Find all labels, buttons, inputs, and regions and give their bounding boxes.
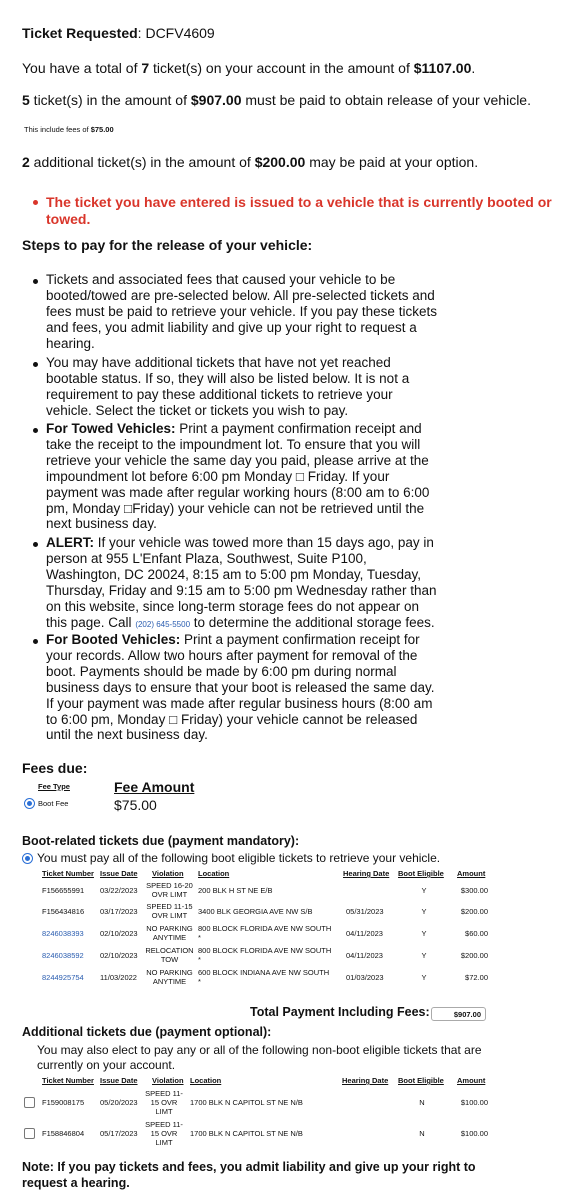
fees-note-text: This include fees of — [24, 125, 91, 134]
step-preselected — [46, 272, 556, 352]
summary-text: . — [471, 60, 476, 76]
boot-eligible: Y — [421, 951, 427, 960]
violation-line: SPEED 11- — [145, 1089, 183, 1098]
additional-intro-line: currently on your account. — [37, 1058, 176, 1072]
step-bullet — [33, 362, 38, 367]
ticket-number: F156434816 — [42, 907, 85, 916]
violation-line: RELOCATION — [145, 946, 194, 955]
steps-title: Steps to pay for the release of your vehicle: — [22, 237, 313, 253]
step-line: hearing. — [46, 335, 95, 351]
step-line: Thursday, Friday and 9:15 am to 5:00 pm Wednesday rather than — [46, 582, 437, 598]
violation — [142, 881, 197, 899]
location-line: * — [198, 977, 201, 986]
step-line: boot. Payments should be made by 6:00 pm during normal — [46, 663, 397, 679]
fees-title: Fees due: — [22, 760, 88, 776]
location: 3400 BLK GEORGIA AVE NW S/B — [198, 907, 313, 916]
boot-col-ticket: Ticket Number — [42, 869, 94, 878]
summary-count: 5 — [22, 92, 30, 108]
opt-col-hearing: Hearing Date — [342, 1076, 389, 1085]
amount: $72.00 — [465, 973, 488, 982]
violation-line: LIMT — [155, 1138, 173, 1147]
step-additional — [46, 355, 556, 419]
step-line: retrieve your vehicle the same day you paid, please arrive at the — [46, 452, 429, 468]
violation-line: 15 OVR — [150, 1098, 178, 1107]
footer-note — [22, 1159, 476, 1191]
boot-tickets-radio[interactable] — [22, 853, 33, 864]
location-line: 800 BLOCK FLORIDA AVE NW SOUTH — [198, 946, 332, 955]
ticket-requested-label: Ticket Requested — [22, 25, 138, 41]
violation-line: 15 OVR — [150, 1129, 178, 1138]
step-bold: ALERT: — [46, 535, 94, 550]
summary-mandatory — [22, 92, 531, 109]
ticket-number: F156655991 — [42, 886, 85, 895]
optional-ticket-checkbox[interactable] — [24, 1097, 35, 1108]
summary-amount: $907.00 — [190, 92, 242, 108]
ticket-requested: Ticket Requested: DCFV4609 — [22, 25, 215, 41]
step-line: business days to ensure that your boot is released the same day. — [46, 679, 435, 695]
amount: $200.00 — [460, 951, 488, 960]
boot-col-violation: Violation — [152, 869, 184, 878]
step-line: to 6:00 pm, Monday □ Friday) your vehicle cannot be released — [46, 711, 418, 727]
step-line: Tickets and associated fees that caused your vehicle to be — [46, 272, 396, 287]
step-line: Print a payment confirmation receipt and — [175, 421, 422, 436]
violation-line: ANYTIME — [152, 933, 187, 942]
step-line: payment was made after regular working hours (8:00 am to 6:00 — [46, 484, 430, 500]
violation — [144, 1089, 184, 1116]
opt-col-date: Issue Date — [100, 1076, 138, 1085]
step-line: to determine the additional storage fees. — [190, 614, 435, 630]
boot-fee-type: Boot Fee — [38, 799, 69, 808]
boot-eligible: Y — [421, 907, 427, 916]
violation-line: OVR LIMT — [151, 890, 188, 899]
boot-eligible: Y — [421, 973, 427, 982]
boot-fee-amount: $75.00 — [114, 797, 157, 813]
amount: $60.00 — [465, 929, 488, 938]
violation — [142, 924, 197, 942]
step-line: fees must be paid to retrieve your vehicle. If you pay these tickets — [46, 303, 437, 319]
violation-line: NO PARKING — [146, 924, 193, 933]
step-line: vehicle. Select the ticket or tickets you wish to pay. — [46, 402, 349, 418]
boot-eligible: N — [419, 1098, 425, 1107]
fees-col-type: Fee Type — [38, 782, 70, 791]
violation — [144, 1120, 184, 1147]
footer-note-line: request a hearing. — [22, 1176, 130, 1190]
location-line: 600 BLOCK INDIANA AVE NW SOUTH — [198, 968, 330, 977]
hearing-date: 04/11/2023 — [346, 929, 383, 938]
opt-col-amount: Amount — [457, 1076, 486, 1085]
summary-count: 7 — [141, 60, 150, 76]
step-line: If your vehicle was towed more than 15 days ago, pay in — [94, 535, 434, 550]
hearing-date: 05/31/2023 — [346, 907, 384, 916]
alert-line-1: The ticket you have entered is issued to a vehicle that is currently booted or — [46, 194, 552, 210]
violation-line: ANYTIME — [152, 977, 187, 986]
summary-text: ticket(s) on your account in the amount of — [149, 60, 414, 76]
opt-col-violation: Violation — [152, 1076, 184, 1085]
opt-col-location: Location — [190, 1076, 222, 1085]
step-line: your records. Allow two hours after payment for removal of the — [46, 647, 418, 663]
location: 200 BLK H ST NE E/B — [198, 886, 273, 895]
step-bullet — [33, 639, 38, 644]
hearing-date: 01/03/2023 — [346, 973, 384, 982]
additional-intro — [37, 1043, 482, 1073]
issue-date: 05/17/2023 — [100, 1129, 138, 1138]
ticket-number: F159008175 — [42, 1098, 85, 1107]
step-line: Print a payment confirmation receipt for — [180, 632, 420, 647]
total-label: Total Payment Including Fees: — [250, 1005, 430, 1019]
fees-note-amount: $75.00 — [90, 125, 114, 134]
issue-date: 05/20/2023 — [100, 1098, 138, 1107]
location: 1700 BLK N CAPITOL ST NE N/B — [190, 1098, 303, 1107]
opt-col-eligible: Boot Eligible — [398, 1076, 444, 1085]
step-line: You may have additional tickets that have not yet reached — [46, 355, 391, 370]
step-line: Washington, DC 20024, 8:15 am to 5:00 pm Monday, Tuesday, — [46, 566, 421, 582]
summary-amount: $1107.00 — [413, 60, 472, 76]
step-line: person at 955 L'Enfant Plaza, Southwest, Suite P100, — [46, 550, 367, 566]
location — [198, 924, 331, 942]
boot-fee-radio[interactable] — [24, 798, 35, 809]
location — [198, 946, 331, 964]
boot-tickets-radio-label: You must pay all of the following boot eligible tickets to retrieve your vehicle. — [37, 851, 441, 865]
issue-date: 03/17/2023 — [100, 907, 138, 916]
summary-optional — [22, 154, 478, 171]
step-line: take the receipt to the impoundment lot. To ensure that you will — [46, 436, 421, 452]
footer-note-line: Note: If you pay tickets and fees, you admit liability and give up your right to — [22, 1160, 476, 1174]
step-line: next business day. — [46, 516, 157, 532]
violation-line: TOW — [160, 955, 179, 964]
phone-link[interactable]: (202) 645-5500 — [135, 619, 191, 629]
hearing-date: 04/11/2023 — [346, 951, 383, 960]
additional-title: Additional tickets due (payment optional): — [22, 1025, 272, 1039]
summary-text: additional ticket(s) in the amount of — [29, 154, 255, 170]
violation-line: NO PARKING — [146, 968, 193, 977]
location-line: 800 BLOCK FLORIDA AVE NW SOUTH — [198, 924, 332, 933]
step-booted — [46, 632, 556, 743]
location-line: * — [198, 955, 201, 964]
summary-amount: $200.00 — [254, 154, 306, 170]
boot-col-amount: Amount — [457, 869, 486, 878]
step-line: requirement to pay these additional tickets to retrieve your — [46, 386, 393, 402]
boot-col-location: Location — [198, 869, 230, 878]
step-line: and fees, you admit liability and give up your right to request a — [46, 319, 417, 335]
issue-date: 02/10/2023 — [100, 951, 138, 960]
summary-text: ticket(s) in the amount of — [29, 92, 191, 108]
summary-text: may be paid at your option. — [305, 154, 479, 170]
step-bullet — [33, 428, 38, 433]
ticket-number-link[interactable]: 8244925754 — [42, 973, 84, 982]
issue-date: 02/10/2023 — [100, 929, 138, 938]
violation — [142, 946, 197, 964]
violation — [142, 902, 197, 920]
violation — [142, 968, 197, 986]
boot-col-eligible: Boot Eligible — [398, 869, 444, 878]
issue-date: 03/22/2023 — [100, 886, 138, 895]
step-line: pm, Monday □Friday) your vehicle can not be retrieved until the — [46, 500, 425, 516]
amount: $100.00 — [460, 1129, 488, 1138]
ticket-number: F158846804 — [42, 1129, 85, 1138]
boot-eligible: Y — [421, 886, 427, 895]
summary-text: must be paid to obtain release of your vehicle. — [241, 92, 531, 108]
step-line: If your payment was made after regular business hours (8:00 am — [46, 695, 433, 711]
violation-line: LIMT — [155, 1107, 173, 1116]
issue-date: 11/03/2022 — [100, 973, 137, 982]
boot-col-date: Issue Date — [100, 869, 138, 878]
fees-col-amount: Fee Amount — [114, 779, 195, 795]
ticket-requested-value: DCFV4609 — [145, 25, 215, 41]
optional-ticket-checkbox[interactable] — [24, 1128, 35, 1139]
step-bullet — [33, 279, 38, 284]
step-alert — [46, 535, 556, 632]
opt-col-ticket: Ticket Number — [42, 1076, 94, 1085]
ticket-number-link[interactable]: 8246038393 — [42, 929, 84, 938]
boot-col-hearing: Hearing Date — [343, 869, 390, 878]
step-bullet — [33, 542, 38, 547]
additional-intro-line: You may also elect to pay any or all of the following non-boot eligible tickets that are — [37, 1043, 482, 1057]
location-line: * — [198, 933, 201, 942]
location — [198, 968, 329, 986]
amount: $300.00 — [460, 886, 488, 895]
ticket-number-link[interactable]: 8246038592 — [42, 951, 84, 960]
boot-eligible: N — [419, 1129, 425, 1138]
step-line: bootable status. If so, they will also be listed below. It is not a — [46, 370, 410, 386]
boot-eligible: Y — [421, 929, 427, 938]
step-line: until the next business day. — [46, 727, 208, 743]
step-bold: For Booted Vehicles: — [46, 632, 181, 647]
amount: $100.00 — [460, 1098, 488, 1107]
violation-line: SPEED 11- — [145, 1120, 183, 1129]
step-bold: For Towed Vehicles: — [46, 421, 176, 436]
summary-total — [22, 60, 475, 77]
violation-line: OVR LIMT — [151, 911, 188, 920]
step-line: booted/towed are pre-selected below. All pre-selected tickets and — [46, 287, 435, 303]
boot-tickets-title: Boot-related tickets due (payment mandatory): — [22, 834, 300, 848]
amount: $200.00 — [460, 907, 488, 916]
step-line: on this website, since long-term storage fees do not appear on — [46, 598, 419, 614]
violation-line: SPEED 11-15 — [146, 902, 193, 911]
step-towed — [46, 421, 556, 532]
summary-text: You have a total of — [22, 60, 142, 76]
step-line: impoundment lot before 6:00 pm Monday □ Friday. If your — [46, 468, 390, 484]
total-payment-field: $907.00 — [431, 1007, 486, 1021]
alert-line-2: towed. — [46, 211, 91, 227]
violation-line: SPEED 16-20 — [146, 881, 193, 890]
fees-note — [24, 125, 114, 134]
location: 1700 BLK N CAPITOL ST NE N/B — [190, 1129, 303, 1138]
step-line: this page. Call — [46, 614, 136, 630]
alert-bullet — [33, 200, 38, 205]
summary-count: 2 — [22, 154, 30, 170]
